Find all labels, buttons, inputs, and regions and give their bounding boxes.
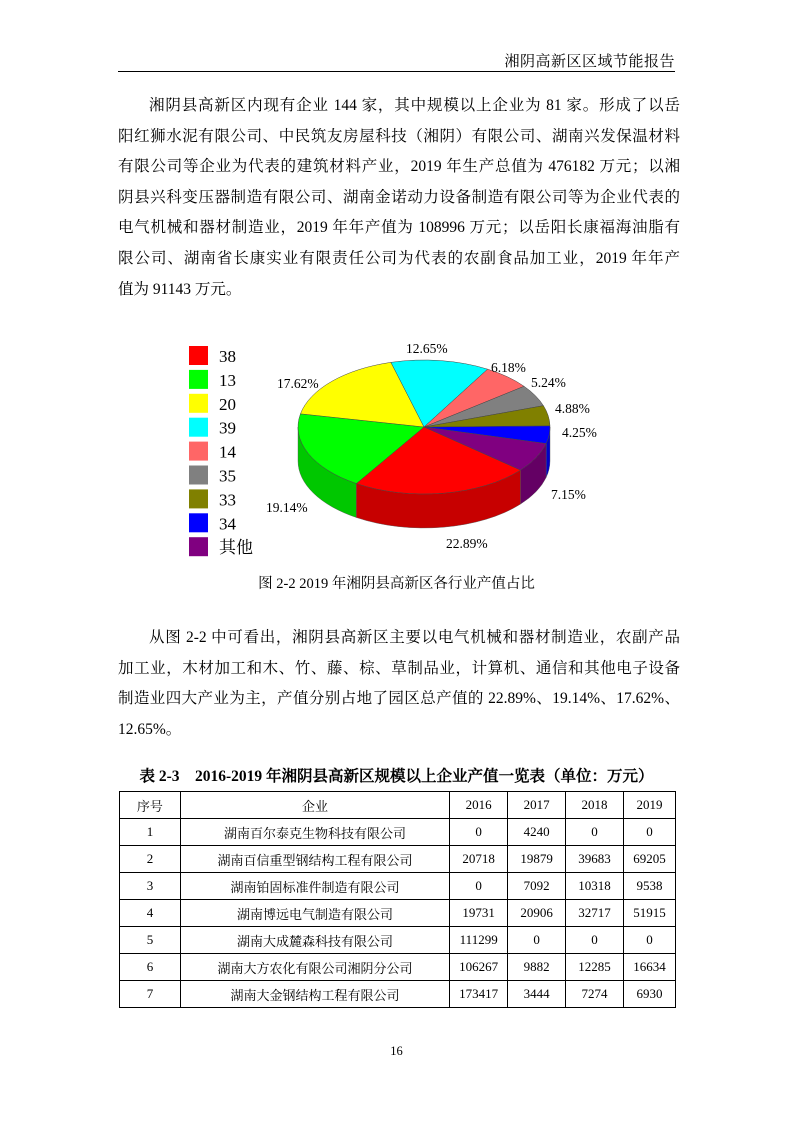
- cell-company: 湖南百信重型钢结构工程有限公司: [180, 846, 449, 873]
- paragraph-line: 电气机械和器材制造业，2019 年年产值为 108996 万元；以岳阳长康福海油脂有: [118, 219, 680, 237]
- cell-2018: 7274: [566, 981, 624, 1008]
- pie-label-2: 17.62%: [277, 376, 319, 391]
- pie-label-6: 4.88%: [555, 401, 590, 416]
- pie-label-1: 19.14%: [266, 500, 308, 515]
- legend-swatch-7: [189, 513, 208, 532]
- cell-index: 2: [120, 846, 181, 873]
- pie-label-5: 5.24%: [531, 375, 566, 390]
- output-value-table: [119, 791, 676, 1008]
- cell-company: 湖南大金钢结构工程有限公司: [180, 981, 449, 1008]
- col-header-2016: 2016: [450, 792, 508, 819]
- legend-swatch-5: [189, 466, 208, 485]
- cell-2017: 9882: [508, 954, 566, 981]
- cell-2017: 0: [508, 927, 566, 954]
- table-row: [120, 846, 676, 873]
- legend-swatch-0: [189, 346, 208, 365]
- cell-index: 1: [120, 819, 181, 846]
- cell-2019: 6930: [624, 981, 676, 1008]
- pie-label-0: 22.89%: [446, 536, 488, 551]
- legend-label-1: 13: [219, 370, 236, 390]
- legend-swatch-4: [189, 442, 208, 461]
- legend-label-5: 35: [219, 466, 236, 486]
- pie-label-4: 6.18%: [491, 360, 526, 375]
- cell-index: 4: [120, 900, 181, 927]
- cell-2016: 0: [450, 873, 508, 900]
- legend-swatch-2: [189, 394, 208, 413]
- cell-2019: 69205: [624, 846, 676, 873]
- legend-label-8: 其他: [219, 538, 253, 558]
- paragraph-line: 值为 91143 万元。: [118, 280, 242, 298]
- cell-index: 7: [120, 981, 181, 1008]
- legend-label-7: 34: [219, 514, 236, 534]
- legend-swatch-3: [189, 418, 208, 437]
- cell-2016: 111299: [450, 927, 508, 954]
- paragraph-2: [118, 623, 680, 745]
- table-row: [120, 954, 676, 981]
- col-header-2019: 2019: [624, 792, 676, 819]
- cell-2019: 9538: [624, 873, 676, 900]
- cell-company: 湖南铂固标准件制造有限公司: [180, 873, 449, 900]
- table-row: [120, 873, 676, 900]
- col-header-index: 序号: [120, 792, 181, 819]
- cell-2018: 32717: [566, 900, 624, 927]
- cell-2018: 10318: [566, 873, 624, 900]
- legend-label-2: 20: [219, 394, 236, 414]
- cell-2017: 4240: [508, 819, 566, 846]
- legend-label-0: 38: [219, 347, 236, 366]
- legend-swatch-1: [189, 370, 208, 389]
- col-header-2017: 2017: [508, 792, 566, 819]
- table-row: [120, 819, 676, 846]
- cell-2018: 12285: [566, 954, 624, 981]
- paragraph-line: 限公司、湖南省长康实业有限责任公司为代表的农副食品加工业，2019 年年产: [118, 249, 680, 267]
- cell-2018: 39683: [566, 846, 624, 873]
- cell-2018: 0: [566, 927, 624, 954]
- table-row: [120, 900, 676, 927]
- cell-2016: 0: [450, 819, 508, 846]
- table-row: [120, 981, 676, 1008]
- cell-2019: 0: [624, 819, 676, 846]
- pie-label-7: 4.25%: [562, 425, 597, 440]
- paragraph-line: 湘阴县高新区内现有企业 144 家，其中规模以上企业为 81 家。形成了以岳: [149, 97, 680, 114]
- legend-swatch-6: [189, 489, 208, 508]
- table-caption: 表 2-3 2016-2019 年湘阴县高新区规模以上企业产值一览表（单位：万元）: [139, 768, 654, 785]
- cell-index: 5: [120, 927, 181, 954]
- cell-2017: 19879: [508, 846, 566, 873]
- paragraph-1: [118, 91, 680, 305]
- table-header-row: [120, 792, 676, 819]
- legend-label-3: 39: [219, 418, 236, 438]
- paragraph-line: 阳红狮水泥有限公司、中民筑友房屋科技（湘阴）有限公司、湖南兴发保温材料: [118, 127, 680, 145]
- pie-plot: [298, 360, 550, 528]
- pie-label-3: 12.65%: [406, 341, 448, 356]
- paragraph-line: 加工业，木材加工和木、竹、藤、棕、草制品业，计算机、通信和其他电子设备: [118, 659, 680, 677]
- figure-caption: 图 2-2 2019 年湘阴县高新区各行业产值占比: [258, 576, 535, 592]
- cell-company: 湖南博远电气制造有限公司: [180, 900, 449, 927]
- header-rule: [118, 71, 675, 72]
- cell-company: 湖南大成麓森科技有限公司: [180, 927, 449, 954]
- cell-index: 3: [120, 873, 181, 900]
- page-number: 16: [390, 1044, 403, 1058]
- cell-2016: 20718: [450, 846, 508, 873]
- chart-legend: [189, 346, 253, 557]
- cell-2018: 0: [566, 819, 624, 846]
- pie-label-8: 7.15%: [551, 487, 586, 502]
- cell-2017: 3444: [508, 981, 566, 1008]
- cell-2019: 16634: [624, 954, 676, 981]
- legend-label-6: 33: [219, 490, 236, 510]
- legend-swatch-8: [189, 537, 208, 556]
- cell-2016: 19731: [450, 900, 508, 927]
- paragraph-line: 制造业四大产业为主，产值分别占地了园区总产值的 22.89%、19.14%、17.62%、: [118, 690, 680, 708]
- cell-company: 湖南百尔泰克生物科技有限公司: [180, 819, 449, 846]
- paragraph-line: 12.65%。: [118, 720, 182, 738]
- cell-2016: 106267: [450, 954, 508, 981]
- cell-index: 6: [120, 954, 181, 981]
- col-header-company: 企业: [180, 792, 449, 819]
- cell-2017: 20906: [508, 900, 566, 927]
- cell-2016: 173417: [450, 981, 508, 1008]
- col-header-2018: 2018: [566, 792, 624, 819]
- table-row: [120, 927, 676, 954]
- paragraph-line: 从图 2-2 中可看出，湘阴县高新区主要以电气机械和器材制造业，农副产品: [149, 629, 680, 646]
- paragraph-line: 有限公司等企业为代表的建筑材料产业，2019 年生产总值为 476182 万元；以湘: [118, 158, 680, 176]
- cell-2017: 7092: [508, 873, 566, 900]
- cell-company: 湖南大方农化有限公司湘阴分公司: [180, 954, 449, 981]
- cell-2019: 0: [624, 927, 676, 954]
- paragraph-line: 阴县兴科变压器制造有限公司、湖南金诺动力设备制造有限公司等为企业代表的: [118, 188, 680, 206]
- cell-2019: 51915: [624, 900, 676, 927]
- header-title: 湘阴高新区区域节能报告: [504, 54, 675, 70]
- legend-label-4: 14: [219, 442, 236, 462]
